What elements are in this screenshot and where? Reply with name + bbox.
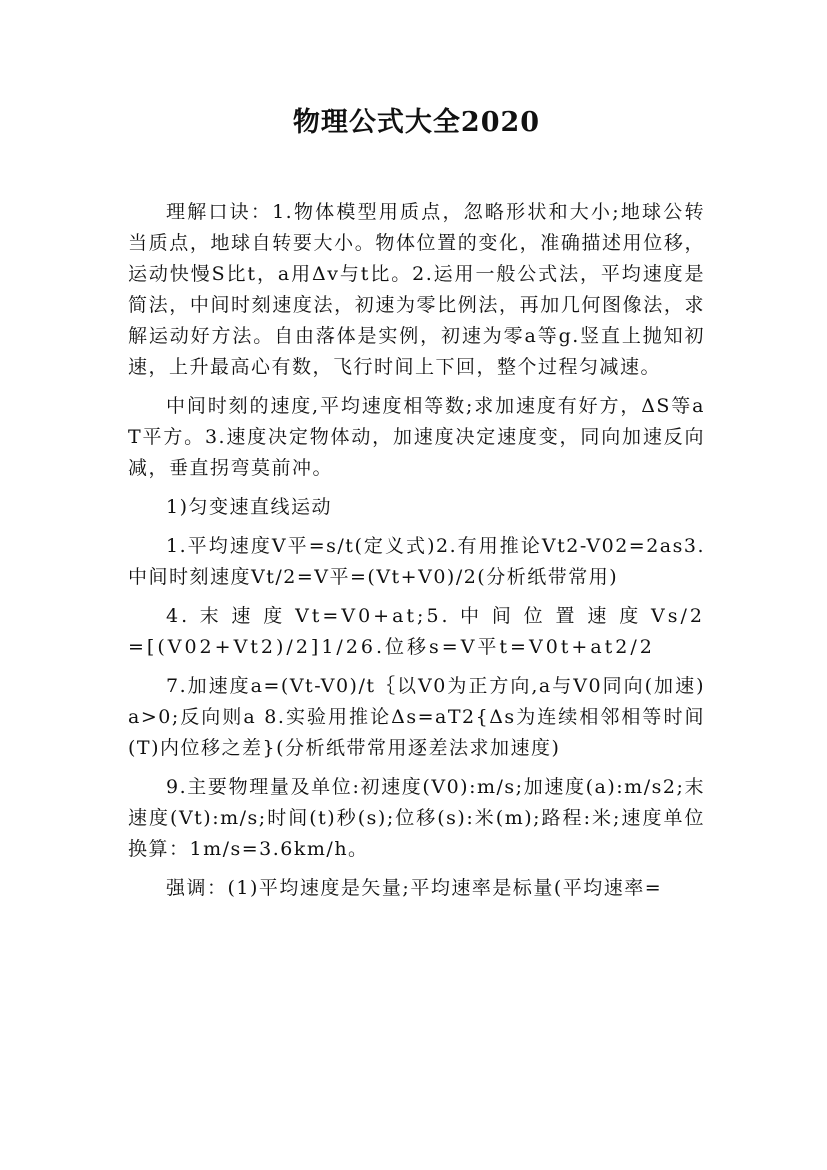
- paragraph-formulas-7-8: 7.加速度a=(Vt-V0)/t｛以V0为正方向,a与V0同向(加速)a>0;反向则a 8.实验用推论Δs=aT2{Δs为连续相邻相等时间(T)内位移之差}(分析纸带常用逐差法求加速度): [128, 675, 705, 759]
- paragraph-formulas-1-3: 1.平均速度V平=s/t(定义式)2.有用推论Vt2-V02=2as3.中间时刻速度Vt/2=V平=(Vt+V0)/2(分析纸带常用): [128, 535, 705, 588]
- document-title: 物理公式大全2020: [292, 107, 541, 138]
- paragraph-units: 9.主要物理量及单位:初速度(V0):m/s;加速度(a):m/s2;末速度(Vt):m/s;时间(t)秒(s);位移(s):米(m);路程:米;速度单位换算：1m/s=3.6km/h。: [128, 776, 705, 860]
- section-heading-uniform-motion: 1)匀变速直线运动: [166, 496, 333, 518]
- document-body: [128, 197, 705, 904]
- paragraph-formulas-4-6: 4. 末 速 度 Vt=V0+at;5. 中 间 位 置 速 度 Vs/2=[(V02+Vt2)/2]1/26.位移s=V平t=V0t+at2/2: [128, 605, 705, 658]
- paragraph-velocity-acceleration: 中间时刻的速度,平均速度相等数;求加速度有好方，ΔS等a T平方。3.速度决定物体动，加速度决定速度变，同向加速反向减，垂直拐弯莫前冲。: [128, 395, 705, 479]
- paragraph-mnemonic: 理解口诀：1.物体模型用质点，忽略形状和大小;地球公转当质点，地球自转要大小。物体位置的变化，准确描述用位移，运动快慢S比t，a用Δv与t比。2.运用一般公式法，平均速度是简法，中间时刻速度法，初速为零比例法，再加几何图像法，求解运动好方法。自由落体是实例，初速为零a等g.竖直上抛知初速，上升最高心有数，飞行时间上下回，整个过程匀减速。: [128, 201, 705, 378]
- paragraph-emphasis: 强调：(1)平均速度是矢量;平均速率是标量(平均速率=: [166, 877, 663, 899]
